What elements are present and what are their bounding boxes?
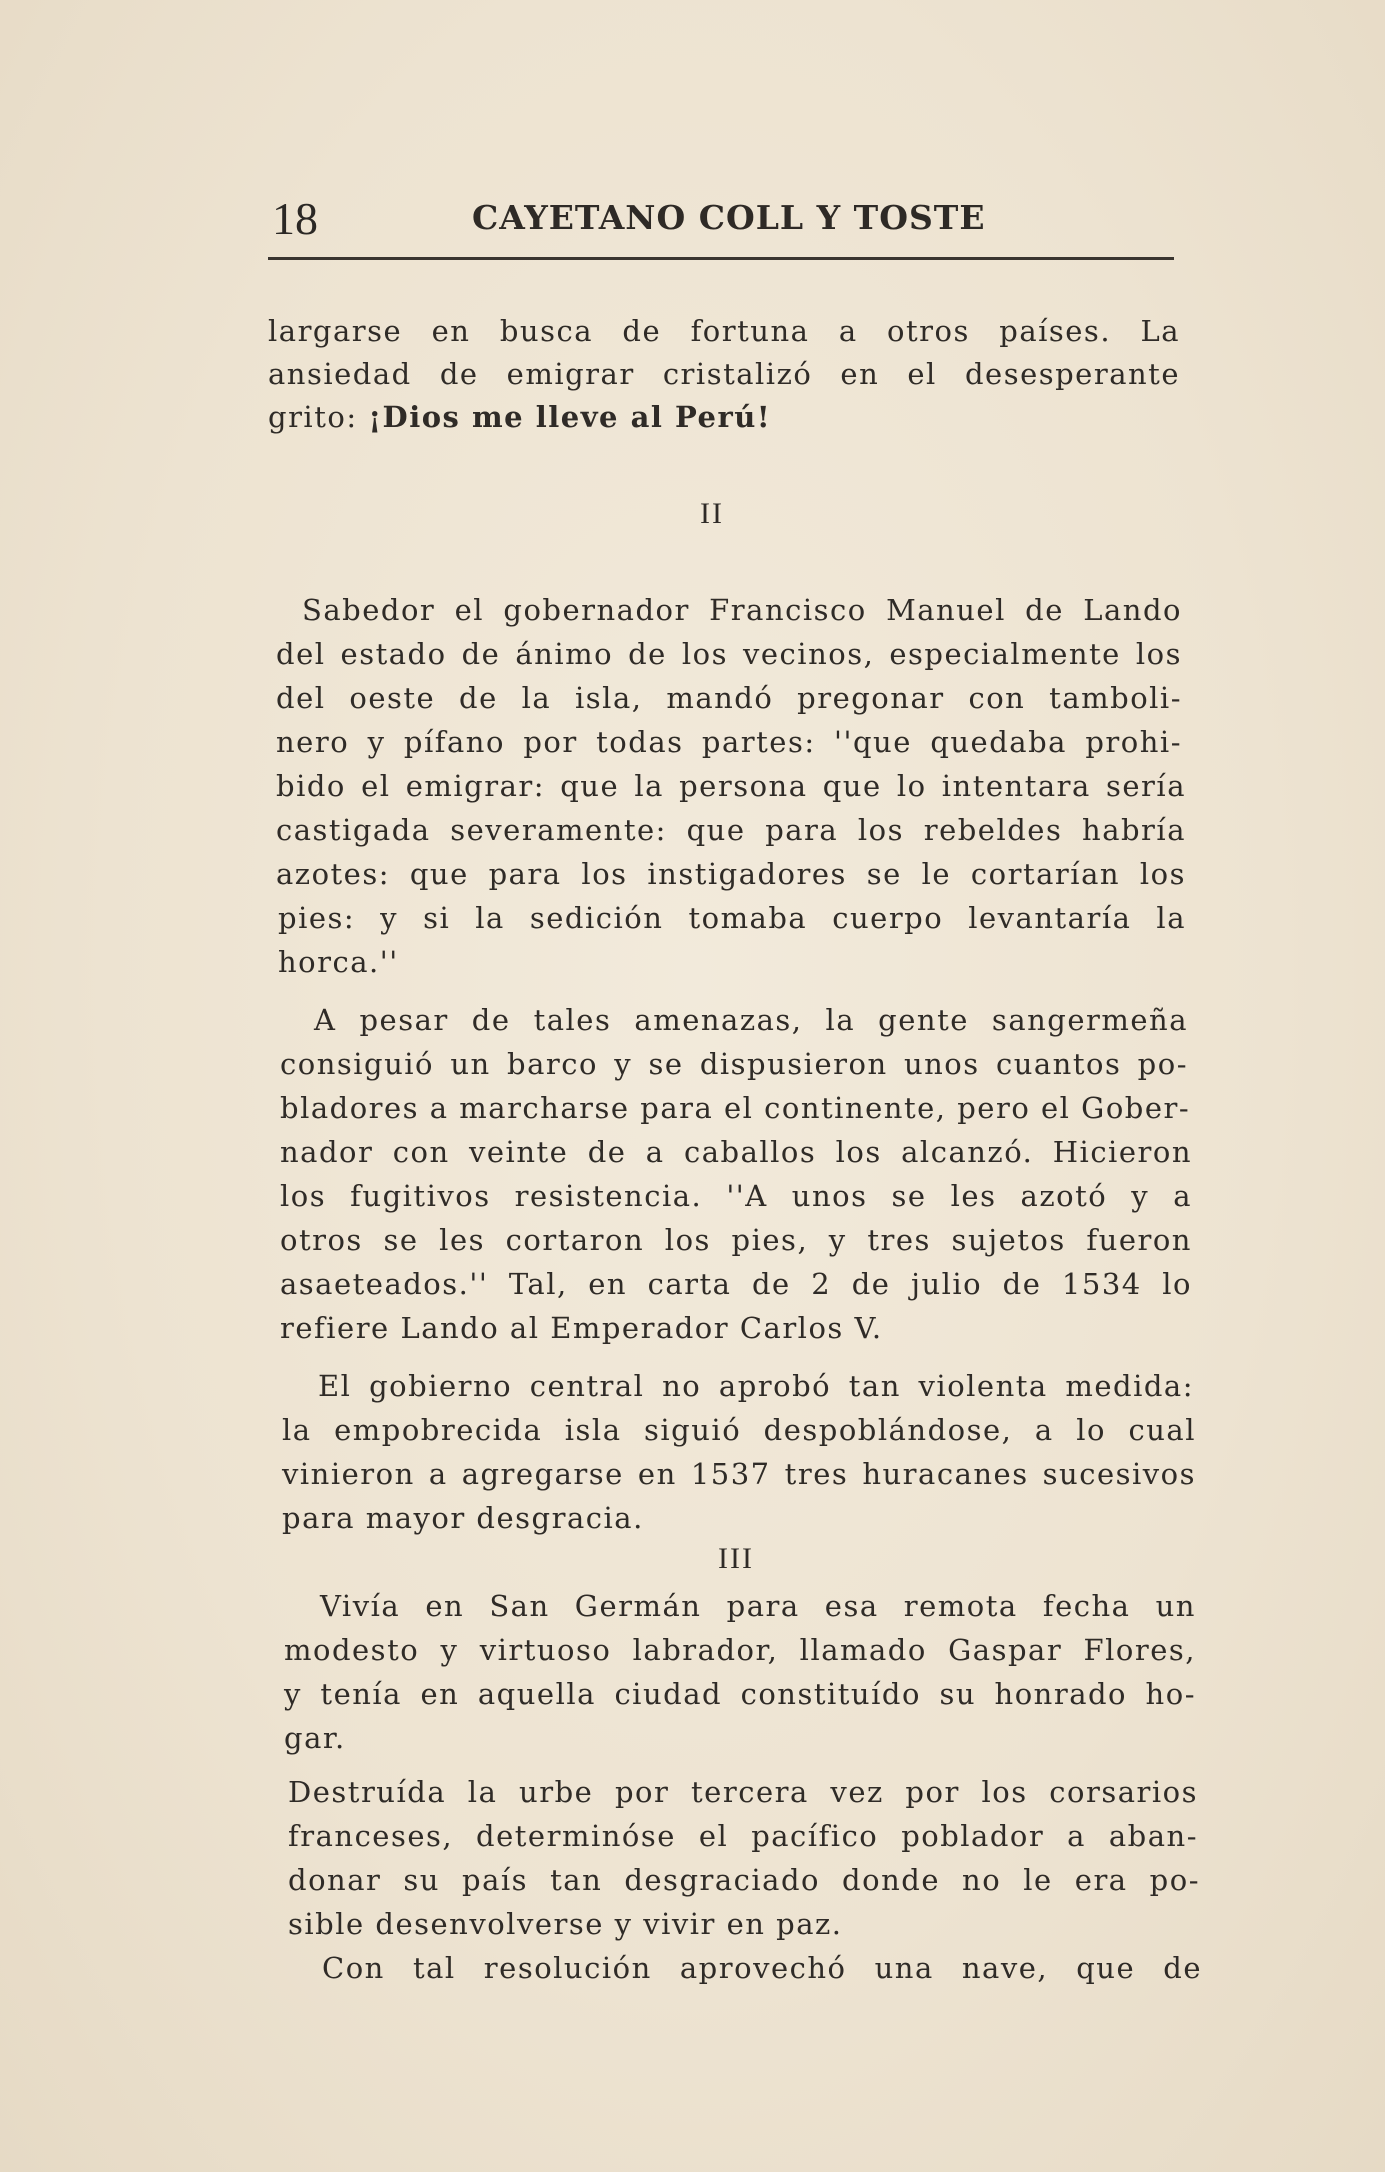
- text-line: para mayor desgracia.: [282, 1501, 644, 1535]
- text-line: consiguió un barco y se dispusieron unos cuantos po-: [280, 1047, 1188, 1081]
- text-line: castigada severamente: que para los rebeldes habría: [276, 813, 1186, 847]
- section-heading-iii: III: [718, 1542, 754, 1575]
- text-line: El gobierno central no aprobó tan violenta medida:: [318, 1369, 1194, 1403]
- text-line: A pesar de tales amenazas, la gente sangermeña: [314, 1003, 1188, 1037]
- text-line: nador con veinte de a caballos los alcanzó. Hicieron: [280, 1135, 1192, 1169]
- text-line: refiere Lando al Emperador Carlos V.: [280, 1311, 883, 1345]
- text-line: y tenía en aquella ciudad constituído su honrado ho-: [284, 1677, 1196, 1711]
- text-line: los fugitivos resistencia. ''A unos se les azotó y a: [280, 1179, 1192, 1213]
- text-line: asaeteados.'' Tal, en carta de 2 de julio de 1534 lo: [280, 1267, 1192, 1301]
- text-line: del oeste de la isla, mandó pregonar con tamboli-: [276, 681, 1182, 715]
- text-line: sible desenvolverse y vivir en paz.: [288, 1907, 843, 1941]
- text-line-bold-run: [268, 400, 771, 434]
- text-line: del estado de ánimo de los vecinos, especialmente los: [276, 637, 1182, 671]
- text-line: Vivía en San Germán para esa remota fecha un: [320, 1589, 1196, 1623]
- text-line: la empobrecida isla siguió despoblándose, a lo cual: [282, 1413, 1196, 1447]
- text-line: largarse en busca de fortuna a otros países. La: [268, 314, 1180, 348]
- text-line: nero y pífano por todas partes: ''que quedaba prohi-: [276, 725, 1182, 759]
- text-line: bladores a marcharse para el continente, pero el Gober-: [280, 1091, 1191, 1125]
- text-line: [268, 400, 771, 434]
- text-line: otros se les cortaron los pies, y tres sujetos fueron: [280, 1223, 1192, 1257]
- text-line: donar su país tan desgraciado donde no le era po-: [288, 1863, 1200, 1897]
- text-line: Sabedor el gobernador Francisco Manuel de Lando: [302, 593, 1182, 627]
- text-line: gar.: [284, 1721, 346, 1755]
- text-line: Destruída la urbe por tercera vez por los corsarios: [288, 1775, 1198, 1809]
- text-line: vinieron a agregarse en 1537 tres huracanes sucesivos: [282, 1457, 1196, 1491]
- text-run: grito:: [268, 400, 369, 434]
- text-line: bido el emigrar: que la persona que lo intentara sería: [276, 769, 1186, 803]
- page-number: 18: [272, 193, 318, 244]
- running-head: CAYETANO COLL Y TOSTE: [472, 198, 986, 237]
- text-run-bold: ¡Dios me lleve al Perú!: [368, 400, 772, 434]
- text-line: modesto y virtuoso labrador, llamado Gaspar Flores,: [284, 1633, 1196, 1667]
- text-line: azotes: que para los instigadores se le cortarían los: [276, 857, 1186, 891]
- text-line: Con tal resolución aprovechó una nave, que de: [322, 1951, 1202, 1985]
- page-header: [262, 192, 1178, 252]
- text-line: ansiedad de emigrar cristalizó en el desesperante: [268, 357, 1180, 391]
- text-line: franceses, determinóse el pacífico poblador a aban-: [288, 1819, 1198, 1853]
- header-rule: [268, 257, 1174, 260]
- section-heading-ii: II: [700, 497, 724, 530]
- text-line: pies: y si la sedición tomaba cuerpo levantaría la: [278, 901, 1186, 935]
- text-line: horca.'': [278, 945, 399, 979]
